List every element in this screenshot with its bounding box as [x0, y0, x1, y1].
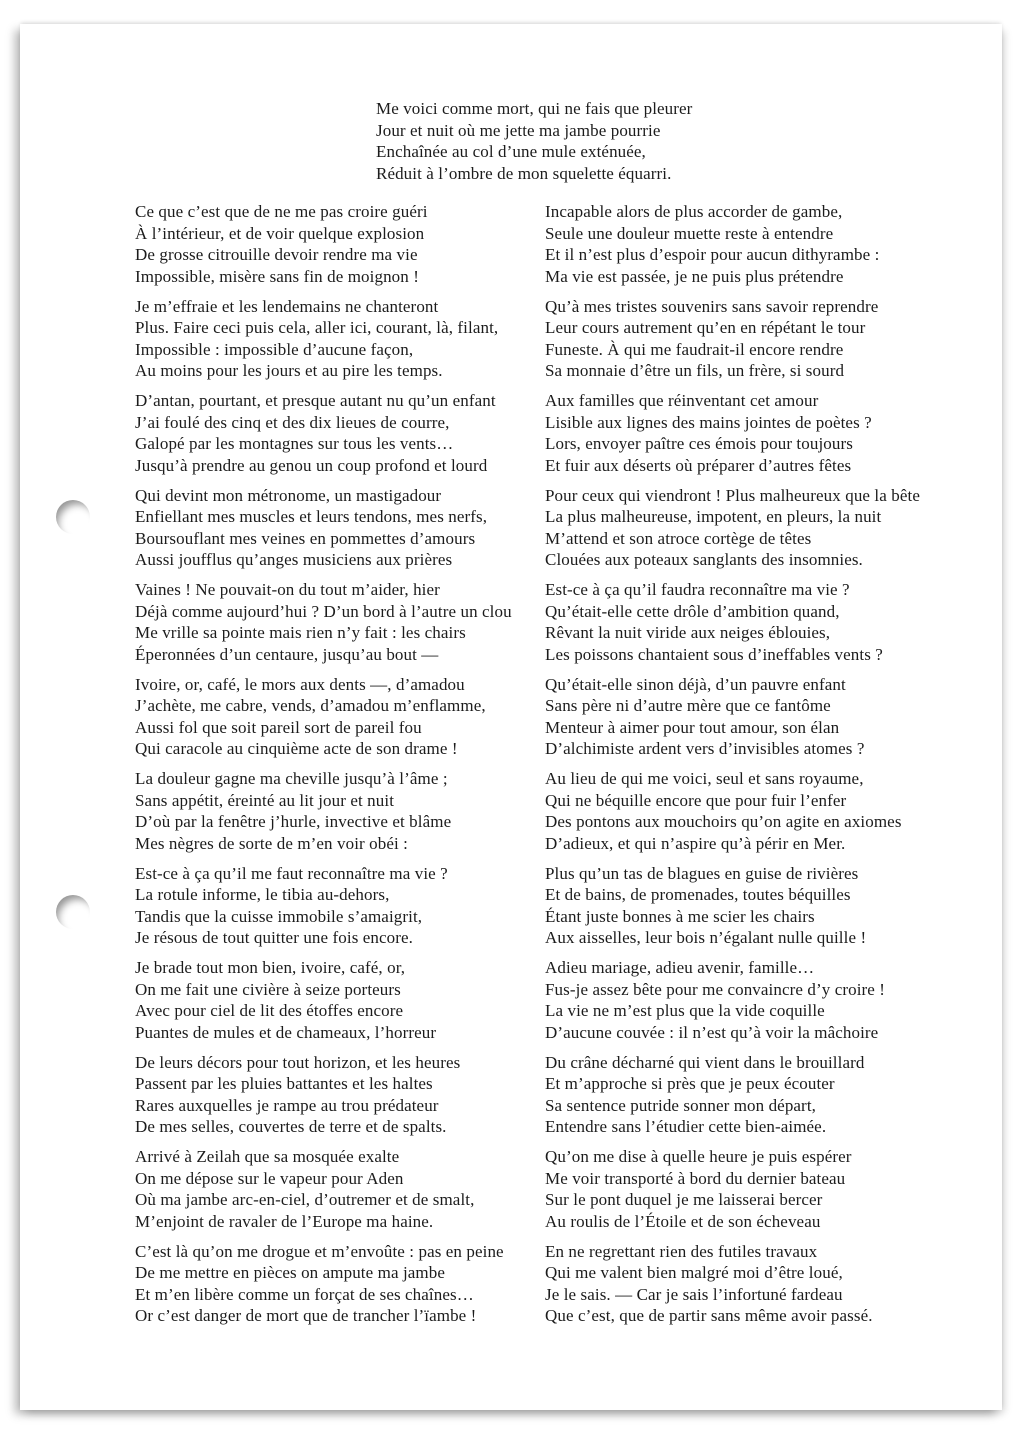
poem-line: J’ai foulé des cinq et des dix lieues de courre, — [135, 412, 450, 432]
poem-line: Ivoire, or, café, le mors aux dents —, d’amadou — [135, 674, 465, 694]
poem-line: C’est là qu’on me drogue et m’envoûte : pas en peine — [135, 1241, 504, 1261]
poem-line: Jour et nuit où me jette ma jambe pourrie — [376, 120, 661, 140]
poem-line: Je résous de tout quitter une fois encore. — [135, 928, 414, 947]
poem-line: Que c’est, que de partir sans même avoir passé. — [545, 1306, 873, 1325]
poem-line: Galopé par les montagnes sur tous les vents… — [135, 434, 454, 453]
poem-line: On me fait une civière à seize porteurs — [135, 979, 401, 999]
stanza — [135, 201, 545, 287]
poem-line: Ma vie est passée, je ne puis plus prétendre — [545, 266, 844, 286]
poem-line: Et fuir aux déserts où préparer d’autres fêtes — [545, 455, 852, 475]
poem-line: Sa sentence putride sonner mon départ, — [545, 1095, 816, 1115]
poem-line: J’achète, me cabre, vends, d’amadou m’enflamme, — [135, 696, 486, 715]
poem-line: D’alchimiste ardent vers d’invisibles atomes ? — [545, 739, 865, 758]
poem-line: On me dépose sur le vapeur pour Aden — [135, 1168, 404, 1188]
poem-line: Fus-je assez bête pour me convaincre d’y croire ! — [545, 979, 886, 999]
stanza — [376, 98, 692, 184]
poem-line: Adieu mariage, adieu avenir, famille… — [545, 958, 815, 977]
poem-line: Aux aisselles, leur bois n’égalant nulle quille ! — [545, 928, 867, 947]
page — [20, 24, 1002, 1410]
poem-line: Des pontons aux mouchoirs qu’on agite en axiomes — [545, 812, 902, 831]
poem-line: Mes nègres de sorte de m’en voir obéi : — [135, 833, 408, 853]
poem-line: Avec pour ciel de lit des étoffes encore — [135, 1001, 404, 1020]
stanza — [545, 674, 955, 760]
poem-line: Lors, envoyer paître ces émois pour toujours — [545, 434, 853, 453]
stanza — [545, 579, 955, 665]
poem-line: Me vrille sa pointe mais rien n’y fait : les chairs — [135, 623, 466, 642]
poem-line: Tandis que la cuisse immobile s’amaigrit, — [135, 906, 423, 926]
stanza — [135, 863, 545, 949]
stanza — [135, 1241, 545, 1327]
poem-line: Au roulis de l’Étoile et de son écheveau — [545, 1211, 821, 1231]
stanza — [545, 957, 955, 1043]
stanza — [545, 1146, 955, 1232]
stanza — [545, 863, 955, 949]
poem-line: Qui ne béquille encore que pour fuir l’enfer — [545, 790, 847, 810]
poem-line: Et m’en libère comme un forçat de ses chaînes… — [135, 1284, 474, 1304]
poem-line: Leur cours autrement qu’en en répétant le tour — [545, 318, 866, 337]
poem-line: M’enjoint de ravaler de l’Europe ma haine. — [135, 1211, 434, 1231]
poem-line: Entendre sans l’étudier cette bien-aimée. — [545, 1117, 827, 1136]
poem-line: La vie ne m’est plus que la vide coquille — [545, 1001, 825, 1020]
poem-line: De grosse citrouille devoir rendre ma vie — [135, 245, 418, 264]
poem-line: Et de bains, de promenades, toutes béquilles — [545, 885, 851, 904]
poem-line: Et il n’est plus d’espoir pour aucun dithyrambe : — [545, 245, 880, 264]
poem-line: Déjà comme aujourd’hui ? D’un bord à l’autre un clou — [135, 601, 512, 621]
poem-line: Qui caracole au cinquième acte de son drame ! — [135, 739, 458, 758]
poem-line: Incapable alors de plus accorder de gambe, — [545, 202, 843, 221]
poem-line: D’aucune couvée : il n’est qu’à voir la mâchoire — [545, 1022, 879, 1042]
poem-line: Boursouflant mes veines en pommettes d’amours — [135, 528, 476, 548]
poem-line: Menteur à aimer pour tout amour, son élan — [545, 717, 840, 737]
poem-line: Je brade tout mon bien, ivoire, café, or, — [135, 958, 406, 977]
stanza — [135, 1146, 545, 1232]
hole-punch-top — [56, 500, 90, 534]
epigraph-stanza — [376, 98, 692, 193]
stanza — [135, 579, 545, 665]
poem-column-right — [545, 201, 955, 1335]
poem-line: Sans père ni d’autre mère que ce fantôme — [545, 696, 831, 715]
poem-line: Qu’on me dise à quelle heure je puis espérer — [545, 1147, 852, 1166]
poem-line: D’adieux, et qui n’aspire qu’à périr en Mer. — [545, 833, 846, 853]
poem-line: Jusqu’à prendre au genou un coup profond et lourd — [135, 455, 488, 475]
poem-line: Qui devint mon métronome, un mastigadour — [135, 485, 442, 505]
poem-line: À l’intérieur, et de voir quelque explosion — [135, 223, 425, 243]
poem-line: Je m’effraie et les lendemains ne chanteront — [135, 296, 439, 316]
poem-line: M’attend et son atroce cortège de têtes — [545, 528, 812, 548]
poem-line: Plus qu’un tas de blagues en guise de rivières — [545, 863, 859, 883]
poem-line: Éperonnées d’un centaure, jusqu’au bout — — [135, 644, 439, 664]
poem-line: Du crâne décharné qui vient dans le brouillard — [545, 1052, 865, 1072]
poem-line: Rares auxquelles je rampe au trou prédateur — [135, 1095, 439, 1115]
poem-line: En ne regrettant rien des futiles travaux — [545, 1241, 818, 1261]
poem-line: Au moins pour les jours et au pire les temps. — [135, 361, 443, 380]
poem-line: Aussi fol que soit pareil sort de pareil fou — [135, 717, 422, 737]
poem-line: Funeste. À qui me faudrait-il encore rendre — [545, 339, 844, 359]
poem-line: D’antan, pourtant, et presque autant nu qu’un enfant — [135, 391, 496, 410]
stanza — [135, 390, 545, 476]
poem-line: Vaines ! Ne pouvait-on du tout m’aider, hier — [135, 580, 440, 599]
hole-punch-bottom — [56, 895, 90, 929]
poem-line: Au lieu de qui me voici, seul et sans royaume, — [545, 769, 864, 788]
poem-line: Réduit à l’ombre de mon squelette équarri. — [376, 163, 672, 183]
stanza — [135, 674, 545, 760]
stanza — [545, 1241, 955, 1327]
poem-line: La rotule informe, le tibia au-dehors, — [135, 885, 390, 904]
poem-line: Ce que c’est que de ne me pas croire guéri — [135, 202, 428, 221]
poem-line: Puantes de mules et de chameaux, l’horreur — [135, 1022, 437, 1042]
poem-line: Qu’à mes tristes souvenirs sans savoir reprendre — [545, 296, 879, 316]
stanza — [135, 957, 545, 1043]
stanza — [135, 768, 545, 854]
poem-line: Aux familles que réinventant cet amour — [545, 391, 819, 410]
poem-line: Passent par les pluies battantes et les haltes — [135, 1074, 433, 1093]
poem-line: Me voir transporté à bord du dernier bateau — [545, 1168, 846, 1188]
poem-line: Plus. Faire ceci puis cela, aller ici, courant, là, filant, — [135, 318, 499, 337]
poem-line: La douleur gagne ma cheville jusqu’à l’âme ; — [135, 769, 448, 788]
poem-line: Qu’était-elle cette drôle d’ambition quand, — [545, 601, 840, 621]
poem-line: De leurs décors pour tout horizon, et les heures — [135, 1052, 461, 1072]
poem-line: Les poissons chantaient sous d’ineffables vents ? — [545, 644, 883, 664]
stanza — [545, 390, 955, 476]
poem-line: Sans appétit, éreinté au lit jour et nuit — [135, 790, 395, 810]
poem-line: Impossible, misère sans fin de moignon ! — [135, 266, 419, 286]
poem-line: Enchaînée au col d’une mule exténuée, — [376, 142, 646, 161]
poem-line: Qu’était-elle sinon déjà, d’un pauvre enfant — [545, 674, 846, 694]
stanza — [545, 485, 955, 571]
poem-line: La plus malheureuse, impotent, en pleurs, la nuit — [545, 507, 882, 526]
poem-line: De me mettre en pièces on ampute ma jambe — [135, 1263, 445, 1282]
poem-line: Est-ce à ça qu’il me faut reconnaître ma vie ? — [135, 863, 448, 883]
poem-line: Arrivé à Zeilah que sa mosquée exalte — [135, 1147, 400, 1166]
poem-column-left — [135, 201, 545, 1335]
poem-line: Qui me valent bien malgré moi d’être loué, — [545, 1263, 843, 1282]
stanza — [135, 1052, 545, 1138]
poem-line: Je le sais. — Car je sais l’infortuné fardeau — [545, 1284, 843, 1304]
stanza — [545, 201, 955, 287]
poem-line: Est-ce à ça qu’il faudra reconnaître ma vie ? — [545, 580, 850, 599]
poem-line: Sur le pont duquel je me laisserai bercer — [545, 1190, 823, 1209]
poem-line: D’où par la fenêtre j’hurle, invective et blâme — [135, 812, 452, 831]
stanza — [135, 296, 545, 382]
poem-line: Sa monnaie d’être un fils, un frère, si sourd — [545, 361, 845, 380]
poem-line: Où ma jambe arc-en-ciel, d’outremer et de smalt, — [135, 1190, 475, 1209]
poem-line: Étant juste bonnes à me scier les chairs — [545, 906, 815, 926]
poem-line: Seule une douleur muette reste à entendre — [545, 223, 834, 243]
poem-line: Impossible : impossible d’aucune façon, — [135, 339, 414, 359]
poem-line: Enfiellant mes muscles et leurs tendons, mes nerfs, — [135, 507, 488, 526]
poem-line: De mes selles, couvertes de terre et de spalts. — [135, 1117, 447, 1136]
stanza — [545, 296, 955, 382]
poem-line: Or c’est danger de mort que de trancher l’ïambe ! — [135, 1306, 477, 1325]
stanza — [545, 1052, 955, 1138]
poem-line: Me voici comme mort, qui ne fais que pleurer — [376, 99, 693, 118]
stanza — [545, 768, 955, 854]
poem-line: Aussi joufflus qu’anges musiciens aux prières — [135, 550, 453, 569]
poem-line: Et m’approche si près que je peux écouter — [545, 1074, 835, 1093]
poem-line: Rêvant la nuit viride aux neiges éblouies, — [545, 623, 831, 642]
stanza — [135, 485, 545, 571]
poem-line: Clouées aux poteaux sanglants des insomnies. — [545, 550, 863, 569]
poem-line: Lisible aux lignes des mains jointes de poètes ? — [545, 412, 872, 432]
poem-line: Pour ceux qui viendront ! Plus malheureux que la bête — [545, 485, 920, 505]
